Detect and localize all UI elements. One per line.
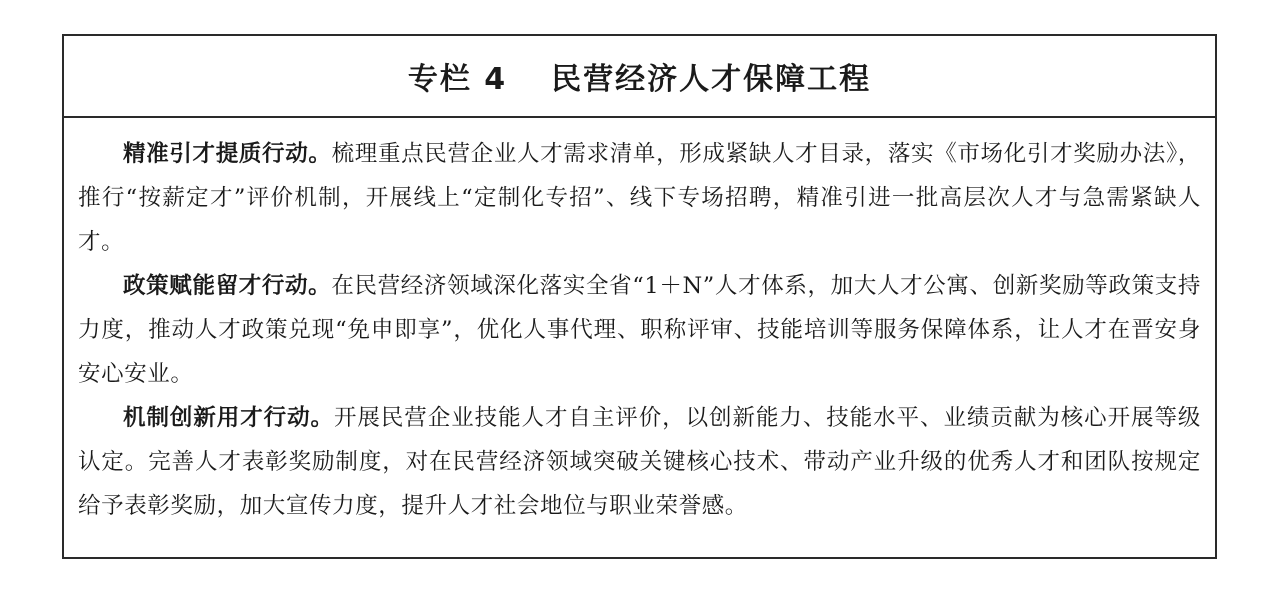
paragraph-lead: 机制创新用才行动。 xyxy=(123,405,334,431)
paragraph-text: 在民营经济领域深化落实全省“1＋N”人才体系，加大人才公寓、创新奖励等政策支持力度，推动人才政策兑现“免申即享”，优化人事代理、职称评审、技能培训等服务保障体系，让人才在晋安身安心安业。 xyxy=(78,273,1201,387)
paragraph-text: 梳理重点民营企业人才需求清单，形成紧缺人才目录，落实《市场化引才奖励办法》，推行“按薪定才”评价机制，开展线上“定制化专招”、线下专场招聘，精准引进一批高层次人才与急需紧缺人才。 xyxy=(78,141,1201,255)
paragraph-lead: 政策赋能留才行动。 xyxy=(123,273,332,299)
column-box xyxy=(62,34,1217,559)
column-title-text: 民营经济人才保障工程 xyxy=(551,62,872,97)
paragraph-talent-retention xyxy=(78,264,1201,396)
column-label: 专栏 4 xyxy=(407,62,508,97)
paragraph-talent-introduction xyxy=(78,132,1201,264)
paragraph-lead: 精准引才提质行动。 xyxy=(123,141,332,167)
column-header xyxy=(64,36,1215,118)
column-body xyxy=(64,118,1215,528)
paragraph-talent-utilization xyxy=(78,396,1201,528)
paragraph-text: 开展民营企业技能人才自主评价，以创新能力、技能水平、业绩贡献为核心开展等级认定。完善人才表彰奖励制度，对在民营经济领域突破关键核心技术、带动产业升级的优秀人才和团队按规定给予表彰奖励，加大宣传力度，提升人才社会地位与职业荣誉感。 xyxy=(78,405,1201,519)
column-title xyxy=(408,54,871,98)
